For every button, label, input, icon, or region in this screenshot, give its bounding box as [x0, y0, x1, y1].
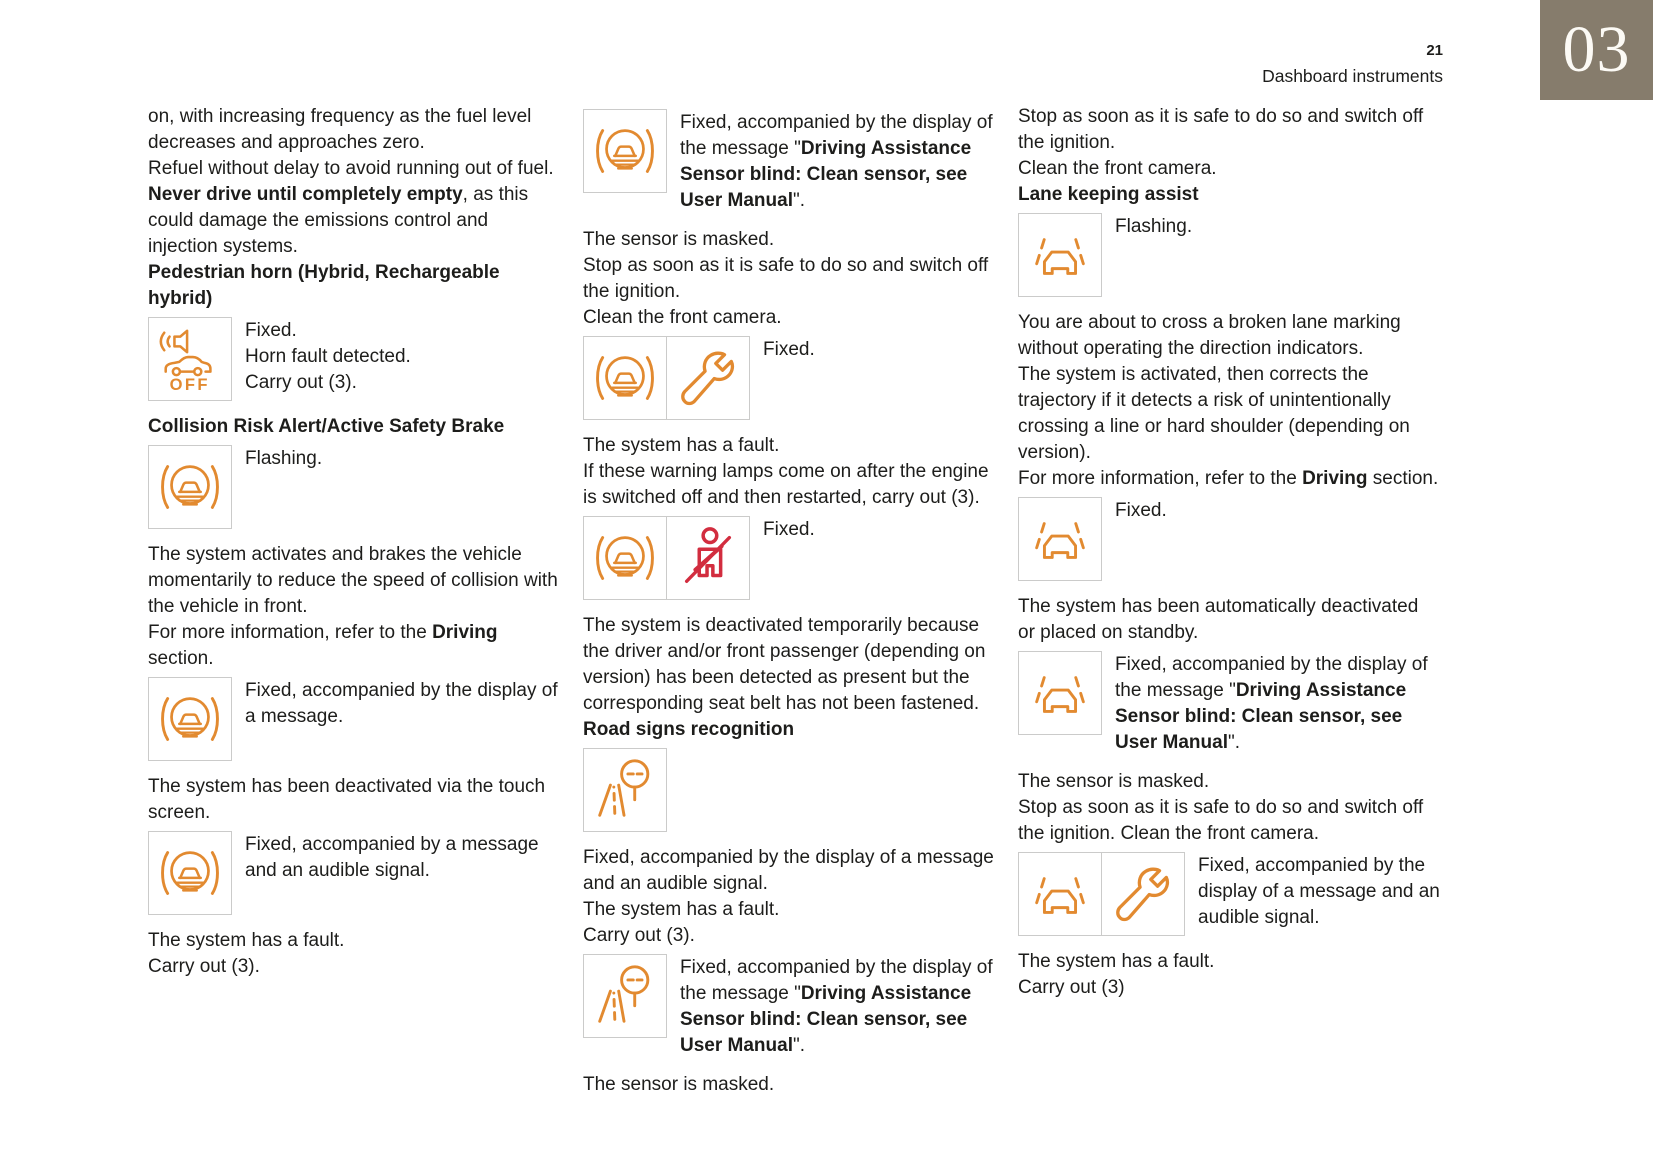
warning-lamp-description	[667, 954, 995, 1059]
text-run: Carry out (3)	[1018, 977, 1125, 998]
text-run: Fixed, accompanied by the display of a message and an audible signal.	[583, 847, 994, 894]
text-run: Carry out (3).	[245, 372, 357, 393]
warning-lamp-description	[1102, 651, 1440, 756]
text-run: The system is deactivated temporarily because the driver and/or front passenger (depending on version) has been detected as present but the corresponding seat belt has not been fastened.	[583, 615, 986, 714]
paragraph	[1018, 362, 1440, 466]
warning-lamp-entry	[148, 445, 560, 529]
warning-lamp-entry	[583, 516, 995, 600]
wrench-icon	[1101, 852, 1185, 936]
warning-lamp-icons	[148, 677, 232, 761]
text-run: ".	[1227, 732, 1241, 753]
paragraph	[1018, 104, 1440, 156]
description-line	[245, 678, 560, 730]
description-line	[245, 832, 560, 884]
text-run: The system has been automatically deactivated or placed on standby.	[1018, 596, 1419, 643]
text-run: For more information, refer to the	[1018, 468, 1303, 489]
description-line	[763, 337, 815, 363]
text-run: Fixed.	[245, 320, 297, 341]
wrench-icon	[666, 336, 750, 420]
manual-body	[148, 104, 1440, 1098]
text-run: The system has a fault.	[583, 435, 780, 456]
text-run: Flashing.	[245, 448, 323, 469]
section-heading: Lane keeping assist	[1018, 184, 1199, 205]
text-run: Driving Assistance Sensor blind: Clean sensor, see User Manual	[680, 138, 972, 211]
collision-risk-warning-icon	[148, 831, 232, 915]
paragraph	[583, 253, 995, 305]
description-line	[680, 955, 995, 1059]
warning-lamp-description	[1185, 852, 1440, 931]
manual-column-1	[148, 104, 560, 1098]
text-run: The system is activated, then corrects the trajectory if it detects a risk of unintentionally crossing a line or hard shoulder (depending on version).	[1018, 364, 1410, 463]
text-run: Driving	[1302, 468, 1368, 489]
collision-risk-warning-icon	[583, 516, 667, 600]
text-run: Stop as soon as it is safe to do so and switch off the ignition.	[1018, 106, 1424, 153]
warning-lamp-entry	[583, 109, 995, 214]
paragraph	[148, 156, 560, 182]
warning-lamp-description	[232, 831, 560, 884]
lane-keeping-assist-icon	[1018, 852, 1102, 936]
text-run: Never drive until completely empty	[148, 184, 463, 205]
chapter-badge: 03	[1540, 0, 1653, 100]
paragraph	[583, 923, 995, 949]
warning-lamp-icons	[583, 516, 750, 600]
text-run: Clean the front camera.	[583, 307, 782, 328]
text-run: , as this could damage the emissions control and injection systems.	[148, 184, 529, 257]
paragraph	[1018, 795, 1440, 847]
text-run: The sensor is masked.	[1018, 771, 1210, 792]
paragraph	[1018, 310, 1440, 362]
section-title: Dashboard instruments	[1262, 66, 1443, 86]
text-run: section.	[148, 648, 214, 669]
warning-lamp-description	[667, 109, 995, 214]
warning-lamp-icons	[1018, 651, 1102, 735]
paragraph	[583, 1072, 995, 1098]
text-run: Clean the front camera.	[1018, 158, 1217, 179]
warning-lamp-description	[750, 516, 815, 543]
text-run: Carry out (3).	[583, 925, 695, 946]
paragraph	[148, 104, 560, 156]
text-run: Driving Assistance Sensor blind: Clean sensor, see User Manual	[1115, 680, 1407, 753]
text-run: Fixed, accompanied by a message and an audible signal.	[245, 834, 539, 881]
warning-lamp-entry	[1018, 497, 1440, 581]
description-line	[1115, 498, 1167, 524]
description-line	[245, 318, 411, 344]
text-run: Carry out (3).	[148, 956, 260, 977]
paragraph	[583, 433, 995, 459]
road-signs-recognition-icon	[583, 748, 667, 832]
section-heading: Collision Risk Alert/Active Safety Brake	[148, 416, 505, 437]
paragraph	[148, 620, 560, 672]
paragraph	[148, 954, 560, 980]
warning-lamp-icons	[148, 831, 232, 915]
warning-lamp-entry	[1018, 213, 1440, 297]
svg-text:OFF: OFF	[169, 375, 210, 394]
warning-lamp-entry	[583, 748, 995, 832]
warning-lamp-icons	[1018, 497, 1102, 581]
paragraph	[148, 928, 560, 954]
warning-lamp-icons	[583, 109, 667, 193]
description-line	[1115, 652, 1440, 756]
paragraph	[583, 897, 995, 923]
description-line	[1198, 853, 1440, 931]
warning-lamp-icons	[148, 317, 232, 401]
text-run: The sensor is masked.	[583, 1074, 775, 1095]
text-run: The system has a fault.	[583, 899, 780, 920]
collision-risk-warning-icon	[583, 109, 667, 193]
paragraph	[583, 459, 995, 511]
warning-lamp-description	[232, 445, 322, 472]
paragraph	[583, 227, 995, 253]
warning-lamp-description	[232, 677, 560, 730]
warning-lamp-description	[1102, 213, 1192, 240]
text-run: Fixed.	[1115, 500, 1167, 521]
paragraph	[1018, 975, 1440, 1001]
text-run: Fixed, accompanied by the display of the message "	[1115, 654, 1428, 701]
text-run: ".	[792, 190, 806, 211]
warning-lamp-entry	[148, 677, 560, 761]
description-line	[1115, 214, 1192, 240]
page-number: 21	[1426, 42, 1443, 59]
road-signs-recognition-icon	[583, 954, 667, 1038]
description-line	[763, 517, 815, 543]
warning-lamp-icons	[1018, 852, 1185, 936]
text-run: The sensor is masked.	[583, 229, 775, 250]
text-run: You are about to cross a broken lane marking without operating the direction indicators.	[1018, 312, 1401, 359]
text-run: on, with increasing frequency as the fuel level decreases and approaches zero.	[148, 106, 532, 153]
warning-lamp-icons	[583, 748, 667, 832]
text-run: Horn fault detected.	[245, 346, 411, 367]
warning-lamp-entry	[1018, 651, 1440, 756]
warning-lamp-entry	[583, 336, 995, 420]
text-run: The system has a fault.	[148, 930, 345, 951]
lane-keeping-assist-icon	[1018, 651, 1102, 735]
seatbelt-not-fastened-icon	[666, 516, 750, 600]
paragraph	[583, 613, 995, 717]
paragraph	[1018, 594, 1440, 646]
paragraph	[583, 845, 995, 897]
manual-column-3	[1018, 104, 1440, 1098]
text-run: Stop as soon as it is safe to do so and switch off the ignition.	[583, 255, 989, 302]
paragraph	[148, 774, 560, 826]
text-run: Flashing.	[1115, 216, 1193, 237]
pedestrian-horn-off-icon	[148, 317, 232, 401]
warning-lamp-icons	[583, 954, 667, 1038]
text-run: The system has been deactivated via the touch screen.	[148, 776, 546, 823]
warning-lamp-entry	[583, 954, 995, 1059]
paragraph	[1018, 769, 1440, 795]
text-run: Stop as soon as it is safe to do so and switch off the ignition. Clean the front camera.	[1018, 797, 1424, 844]
description-line	[245, 446, 322, 472]
warning-lamp-entry	[148, 831, 560, 915]
text-run: Driving Assistance Sensor blind: Clean sensor, see User Manual	[680, 983, 972, 1056]
warning-lamp-description	[232, 317, 411, 396]
description-line	[245, 370, 411, 396]
text-run: section.	[1367, 468, 1439, 489]
text-run: Fixed.	[763, 339, 815, 360]
warning-lamp-icons	[583, 336, 750, 420]
paragraph	[1018, 466, 1440, 492]
collision-risk-warning-icon	[148, 445, 232, 529]
text-run: Fixed, accompanied by the display of the message "	[680, 957, 993, 1004]
collision-risk-warning-icon	[148, 677, 232, 761]
text-run: Fixed, accompanied by the display of a message and an audible signal.	[1198, 855, 1440, 928]
description-line	[680, 110, 995, 214]
text-run: Refuel without delay to avoid running out of fuel.	[148, 158, 554, 179]
text-run: For more information, refer to the	[148, 622, 433, 643]
collision-risk-warning-icon	[583, 336, 667, 420]
manual-column-2	[583, 104, 995, 1098]
warning-lamp-icons	[1018, 213, 1102, 297]
text-run: Fixed.	[763, 519, 815, 540]
text-run: The system has a fault.	[1018, 951, 1215, 972]
warning-lamp-icons	[148, 445, 232, 529]
lane-keeping-assist-icon	[1018, 497, 1102, 581]
lane-keeping-assist-icon	[1018, 213, 1102, 297]
text-run: ".	[792, 1035, 806, 1056]
section-heading: Road signs recognition	[583, 719, 795, 740]
text-run: Fixed, accompanied by the display of the message "	[680, 112, 993, 159]
text-run: The system activates and brakes the vehicle momentarily to reduce the speed of collision with the vehicle in front.	[148, 544, 558, 617]
paragraph	[583, 305, 995, 331]
description-line	[245, 344, 411, 370]
text-run: If these warning lamps come on after the engine is switched off and then restarted, carry out (3).	[583, 461, 989, 508]
warning-lamp-description	[1102, 497, 1167, 524]
paragraph	[1018, 156, 1440, 182]
paragraph	[1018, 949, 1440, 975]
warning-lamp-entry	[1018, 852, 1440, 936]
text-run: Fixed, accompanied by the display of a message.	[245, 680, 558, 727]
warning-lamp-description	[750, 336, 815, 363]
section-heading: Pedestrian horn (Hybrid, Rechargeable hybrid)	[148, 262, 500, 309]
text-run: Driving	[432, 622, 498, 643]
warning-lamp-entry	[148, 317, 560, 401]
paragraph	[148, 542, 560, 620]
paragraph	[148, 182, 560, 260]
